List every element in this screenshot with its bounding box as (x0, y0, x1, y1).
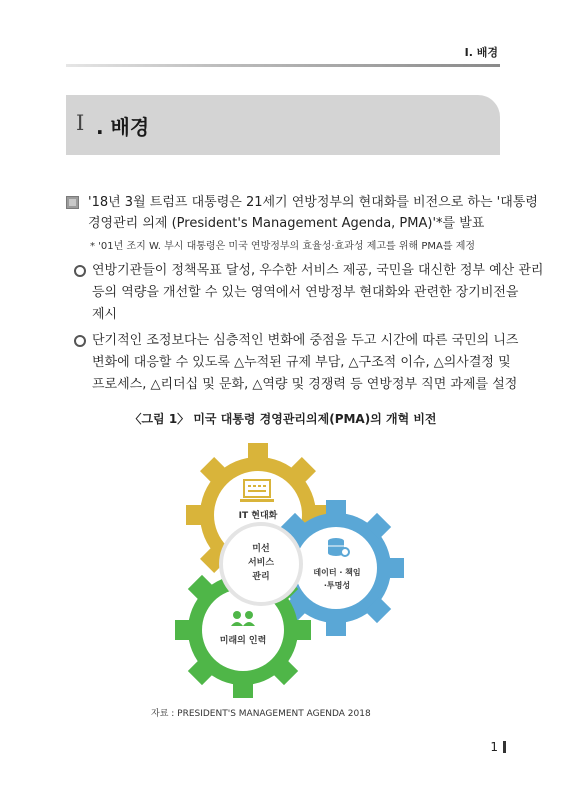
lead-paragraph-line2: 경영관리 의제 (President's Management Agenda, PMA)'*를 발표 (88, 216, 485, 231)
page-number: 1 (490, 740, 498, 754)
gear-it-label: IT 현대화 (238, 511, 278, 521)
pma-vision-figure (153, 440, 413, 702)
circle-bullet-icon (74, 335, 86, 347)
bullet1-line1: 연방기관들이 정책목표 달성, 우수한 서비스 제공, 국민을 대신한 정부 예산 관리 (92, 263, 544, 278)
running-header: Ⅰ. 배경 (464, 46, 498, 59)
section-title: . 배경 (96, 115, 150, 139)
center-label-line3: 관리 (252, 572, 270, 582)
square-bullet-icon (66, 196, 79, 209)
lead-paragraph-line1: '18년 3월 트럼프 대통령은 21세기 연방정부의 현대화를 비전으로 하는 '대통령 (88, 195, 538, 210)
bullet1-line2: 등의 역량을 개선할 수 있는 영역에서 연방정부 현대화와 관련한 장기비전을 (92, 285, 519, 300)
bullet2-line2: 변화에 대응할 수 있도록 △누적된 규제 부담, △구조적 이슈, △의사결정 및 (92, 355, 511, 370)
gear-data-label-line2: ·투명성 (323, 581, 351, 590)
circle-bullet-icon (74, 265, 86, 277)
bullet2-line3: 프로세스, △리더십 및 문화, △역량 및 경쟁력 등 연방정부 직면 과제를 설정 (92, 377, 518, 392)
gear-data-label-line1: 데이터 · 책임 (313, 568, 361, 577)
section-title-band (66, 95, 500, 155)
section-roman-numeral: Ⅰ (76, 111, 85, 135)
bullet1-line3: 제시 (92, 307, 118, 322)
figure-caption: 〈그림 1〉 미국 대통령 경영관리의제(PMA)의 개혁 비전 (129, 412, 437, 426)
gear-people-label: 미래의 인력 (219, 636, 267, 646)
center-label-line2: 서비스 (247, 558, 275, 568)
bullet2-line1: 단기적인 조정보다는 심층적인 변화에 중점을 두고 시간에 따른 국민의 니즈 (92, 333, 519, 348)
header-rule (66, 64, 500, 67)
page-number-bar (503, 741, 506, 753)
center-label-line1: 미선 (252, 544, 270, 554)
figure-source: 자료 : PRESIDENT'S MANAGEMENT AGENDA 2018 (151, 709, 371, 719)
footnote: * '01년 조지 W. 부시 대통령은 미국 연방정부의 효율성·효과성 제고를 위해 PMA를 제정 (90, 241, 476, 252)
